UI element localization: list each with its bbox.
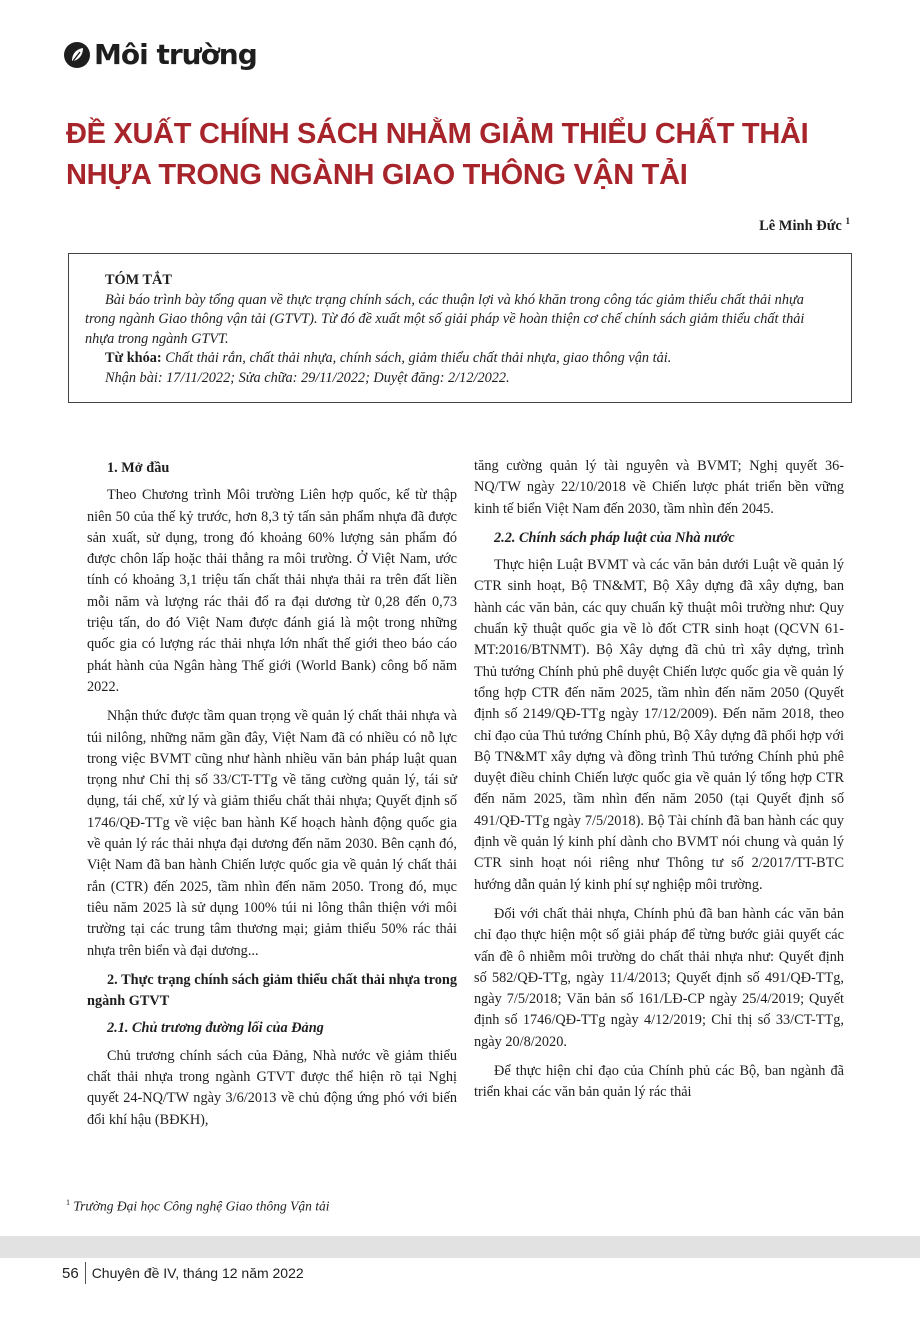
footnote-mark: 1: [66, 1198, 70, 1207]
paragraph: Nhận thức được tầm quan trọng về quản lý chất thải nhựa và túi nilông, những năm gần đây, Việt Nam đã có nhiều có nỗ lực trong việc BVMT cũng như hành nhiều văn bản pháp luật quan trọng như Chỉ thị số 33/CT-TTg về tăng cường quản lý, tái sử dụng, tái chế, xử lý và giảm thiểu chất thải nhựa; Quyết định số 1746/QĐ-TTg về việc ban hành Kế hoạch hành động quốc gia về quản lý rác thải nhựa đại dương đến năm 2030. Bên cạnh đó, Việt Nam đã ban hành Chiến lược quốc gia về quản lý chất thải rắn (CTR) đến 2025, tầm nhìn đến năm 2050. Trong đó, mục tiêu năm 2025 là sử dụng 100% túi ni lông thân thiện với môi trường tại các trung tâm thương mại; giảm thiểu 50% rác thải nhựa trên biển và đại dương...: [87, 708, 457, 959]
page-footer: [62, 1262, 304, 1284]
paragraph-continued: tăng cường quản lý tài nguyên và BVMT; Nghị quyết 36-NQ/TW ngày 22/10/2018 về Chiến lược phát triển bền vững kinh tế biển Việt Nam đến 2030, tầm nhìn đến 2045.: [474, 458, 844, 517]
paragraph: Thực hiện Luật BVMT và các văn bản dưới Luật về quản lý CTR sinh hoạt, Bộ TN&MT, Bộ Xây dựng đã xây dựng, ban hành các văn bản, các quy chuẩn kỹ thuật môi trường như: Quy chuẩn kỹ thuật quốc gia về lò đốt CTR sinh hoạt (QCVN 61-MT:2016/BTNMT). Bộ Xây dựng đã chủ trì xây dựng, trình Thủ tướng Chính phủ phê duyệt Chiến lược quốc gia về quản lý tổng hợp CTR đến năm 2025, tầm nhìn đến năm 2050 (Quyết định số 2149/QĐ-TTg ngày 17/12/2009). Đến năm 2018, theo chỉ đạo của Thủ tướng Chính phủ, Bộ Xây dựng đã phối hợp với Bộ TN&MT xây dựng và đồng trình Thủ tướng Chính phủ phê duyệt điều chỉnh Chiến lược quốc gia về quản lý tổng hợp CTR đến năm 2025, tầm nhìn đến năm 2050 (tại Quyết định số 491/QĐ-TTg ngày 7/5/2018). Bộ Tài chính đã ban hành các quy định về quản lý kinh phí dành cho BVMT nói chung và quản lý CTR sinh hoạt nói riêng như Thông tư số 2/2017/TT-BTC hướng dẫn quản lý kinh phí sự nghiệp môi trường.: [474, 557, 844, 893]
section-name: Môi trường: [94, 38, 257, 71]
footer-bar: [0, 1236, 920, 1258]
paragraph: Đối với chất thải nhựa, Chính phủ đã ban hành các văn bản chỉ đạo thực hiện một số giải pháp để từng bước giải quyết các vấn đề ô nhiễm môi trường do chất thải nhựa như: Quyết định số 582/QĐ-TTg, ngày 11/4/2013; Quyết định số 491/QĐ-TTg, ngày 7/5/2018; Văn bản số 161/LĐ-CP ngày 25/4/2019; Quyết định số 1746/QĐ-TTg ngày 4/12/2019; Chỉ thị số 33/CT-TTg, ngày 20/8/2020.: [474, 905, 844, 1050]
paragraph: Để thực hiện chỉ đạo của Chính phủ các Bộ, ban ngành đã triển khai các văn bản quản lý rác thải: [474, 1063, 844, 1101]
heading-section-2-2: 2.2. Chính sách pháp luật của Nhà nước: [494, 529, 735, 546]
footnote: [66, 1198, 329, 1215]
keywords-label: Từ khóa:: [105, 350, 162, 366]
leaf-icon: [64, 42, 90, 68]
right-column: [474, 456, 844, 1112]
page-number: 56: [62, 1264, 79, 1282]
author-name: Lê Minh Đức: [759, 217, 842, 234]
abstract-body: Bài báo trình bày tổng quan về thực trạng chính sách, các thuận lợi và khó khăn trong công tác giảm thiểu chất thải nhựa trong ngành Giao thông vận tải (GTVT). Từ đó đề xuất một số giải pháp về hoàn thiện cơ chế chính sách giảm thiểu chất thải nhựa trong ngành GTVT.: [85, 291, 805, 347]
dates: Nhận bài: 17/11/2022; Sửa chữa: 29/11/2022; Duyệt đăng: 2/12/2022.: [105, 369, 510, 386]
left-column: [87, 456, 457, 1139]
heading-section-2: 2. Thực trạng chính sách giảm thiểu chất thải nhựa trong ngành GTVT: [87, 971, 457, 1010]
paragraph: Chủ trương chính sách của Đảng, Nhà nước về giảm thiểu chất thải nhựa trong ngành GTVT được thể hiện rõ tại Nghị quyết 24-NQ/TW ngày 3/6/2013 về chủ động ứng phó với biến đổi khí hậu (BĐKH),: [87, 1047, 457, 1128]
issue-info: Chuyên đề IV, tháng 12 năm 2022: [91, 1265, 304, 1281]
author: [759, 216, 850, 235]
keywords: [105, 349, 835, 369]
heading-introduction: 1. Mở đầu: [107, 460, 170, 476]
heading-section-2-1: 2.1. Chủ trương đường lối của Đảng: [107, 1020, 324, 1037]
keywords-text: Chất thải rắn, chất thải nhựa, chính sách, giảm thiểu chất thải nhựa, giao thông vận tải.: [165, 350, 672, 366]
author-footnote-mark: 1: [845, 216, 850, 226]
section-header: [64, 38, 257, 71]
footer-divider: [85, 1262, 86, 1284]
footnote-text: Trường Đại học Công nghệ Giao thông Vận tải: [73, 1198, 330, 1214]
abstract-box: [68, 253, 852, 403]
abstract-heading: TÓM TẮT: [105, 272, 172, 288]
paragraph: Theo Chương trình Môi trường Liên hợp quốc, kể từ thập niên 50 của thế kỷ trước, hơn 8,3 tỷ tấn sản phẩm nhựa đã được sản xuất, sử dụng, trong đó khoảng 60% lượng sản phẩm đó được chôn lấp hoặc thải thẳng ra môi trường. Ở Việt Nam, ước tính có khoảng 3,1 triệu tấn chất thải nhựa thải ra trên đất liền mỗi năm và lượng rác thải đổ ra đại dương từ 0,28 đến 0,73 triệu tấn, do đó Việt Nam được đánh giá là một trong những quốc gia có lượng rác thải nhựa lớn nhất thế giới theo báo cáo phát hành của Ngân hàng Thế giới (World Bank) công bố năm 2022.: [87, 487, 457, 695]
article-title: ĐỀ XUẤT CHÍNH SÁCH NHẰM GIẢM THIỂU CHẤT THẢI NHỰA TRONG NGÀNH GIAO THÔNG VẬN TẢI: [66, 118, 809, 191]
